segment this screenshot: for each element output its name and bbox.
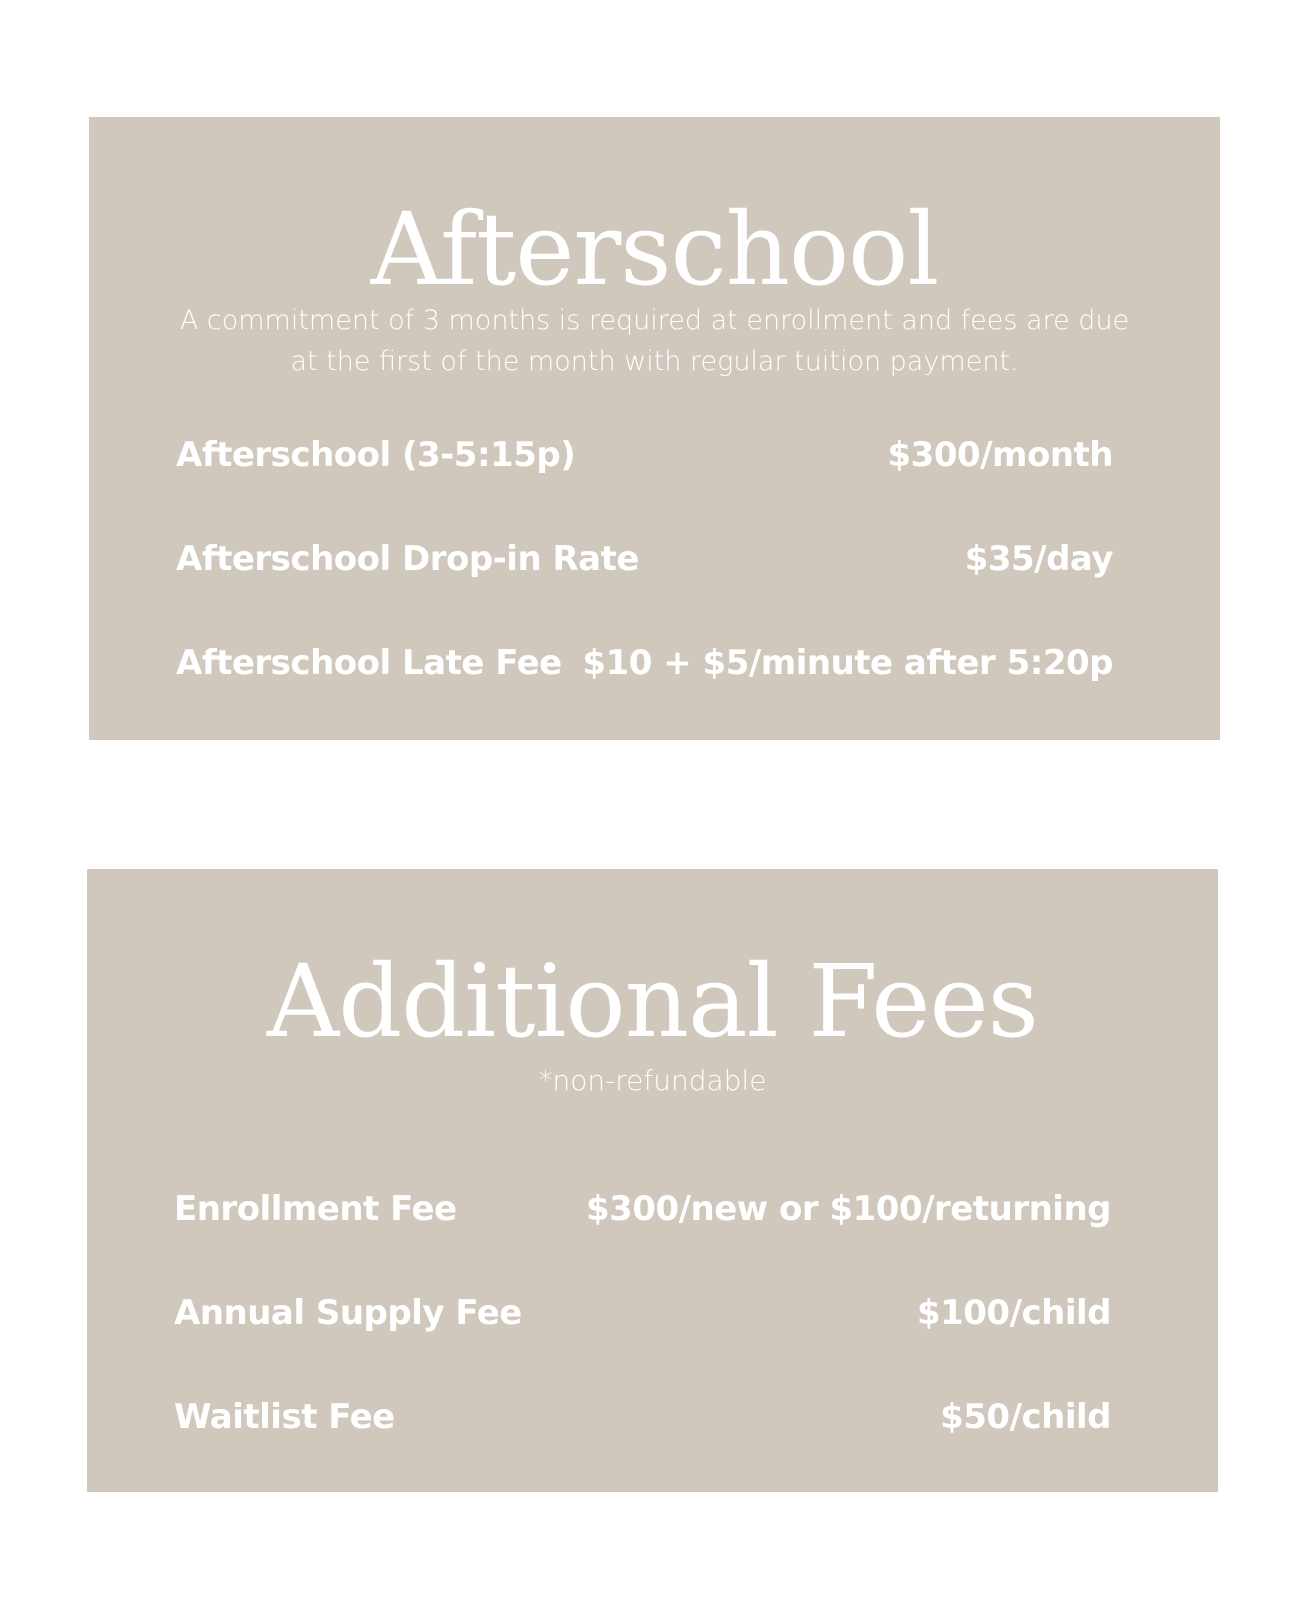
afterschool-title: Afterschool <box>370 191 939 308</box>
price-row-value: $300/month <box>887 435 1113 475</box>
price-row-label: Waitlist Fee <box>174 1397 395 1437</box>
additional-fees-card <box>87 869 1218 1492</box>
price-row-value: $100/child <box>916 1293 1111 1333</box>
price-row-drop-in <box>176 507 1113 611</box>
price-row-value: $50/child <box>940 1397 1111 1437</box>
price-row-label: Afterschool Late Fee <box>176 643 562 683</box>
price-row-label: Afterschool (3-5:15p) <box>176 435 576 475</box>
non-refundable-note: *non-refundable <box>538 1064 767 1097</box>
price-row-enrollment-fee <box>174 1157 1111 1261</box>
additional-fees-title: Additional Fees <box>267 943 1038 1060</box>
additional-fees-price-list <box>174 1157 1111 1469</box>
afterschool-price-list <box>176 403 1113 715</box>
price-row-waitlist-fee <box>174 1365 1111 1469</box>
price-row-afterschool <box>176 403 1113 507</box>
price-row-label: Afterschool Drop-in Rate <box>176 539 639 579</box>
price-row-value: $300/new or $100/returning <box>585 1189 1111 1229</box>
afterschool-commitment-note: A commitment of 3 months is required at enrollment and fees are due at the first of the month with regular tuition payment. <box>179 305 1130 377</box>
price-row-supply-fee <box>174 1261 1111 1365</box>
price-row-value: $35/day <box>964 539 1113 579</box>
price-row-label: Annual Supply Fee <box>174 1293 522 1333</box>
price-row-label: Enrollment Fee <box>174 1189 457 1229</box>
price-row-late-fee <box>176 611 1113 715</box>
afterschool-card <box>89 117 1220 740</box>
price-row-value: $10 + $5/minute after 5:20p <box>582 643 1113 683</box>
